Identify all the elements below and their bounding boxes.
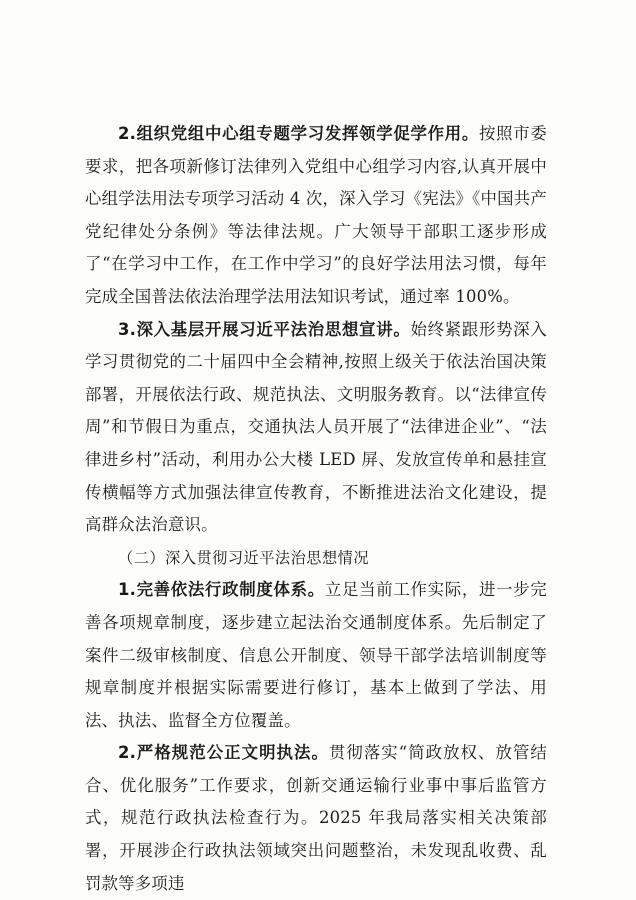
- paragraph-text: 按照市委要求，把各项新修订法律列入党组中心组学习内容,认真开展中心组学法用法专项学习活动 4 次，深入学习《宪法》《中国共产党纪律处分条例》等法律法规。广大领导干部职工逐步形成了“在学习中工作，在工作中学习”的良好学法用法习惯，每年完成全国普法依法治理学法用法知识考试，通过率 100%。: [85, 124, 547, 306]
- paragraph-heading: 1.完善依法行政制度体系。: [118, 580, 325, 600]
- paragraph-heading: 2.组织党组中心组专题学习发挥领学促学作用。: [118, 124, 480, 143]
- paragraph-heading: 2.严格规范公正文明执法。: [118, 743, 329, 763]
- paragraph-law-enforcement: [85, 737, 547, 900]
- paragraph-text: 立足当前工作实际，进一步完善各项规章制度，逐步建立起法治交通制度体系。先后制定了案件二级审核制度、信息公开制度、领导干部学法培训制度等规章制度并根据实际需要进行修订，基本上做到了学法、用法、执法、监督全方位覆盖。: [85, 580, 547, 730]
- paragraph-text: 贯彻落实“简政放权、放管结合、优化服务”工作要求，创新交通运输行业事中事后监管方式，规范行政执法检查行为。2025 年我局落实相关决策部署，开展涉企行政执法领域突出问题整治，未发现乱收费、乱罚款等多项违: [85, 743, 548, 893]
- paragraph-grassroots-lectures: [85, 314, 547, 542]
- paragraph-text: 始终紧跟形势深入学习贯彻党的二十届四中全会精神,按照上级关于依法治国决策部署，开展依法行政、规范执法、文明服务教育。以“法律宣传周”和节假日为重点，交通执法人员开展了“法律进企业”、“法律进乡村”活动，利用办公大楼 LED 屏、发放宣传单和悬挂宣传横幅等方式加强法律宣传教育，不断推进法治文化建设，提高群众法治意识。: [85, 319, 547, 535]
- section-heading: （二）深入贯彻习近平法治思想情况: [118, 548, 369, 567]
- document-body: [85, 118, 547, 900]
- paragraph-heading: 3.深入基层开展习近平法治思想宣讲。: [118, 319, 411, 339]
- paragraph-administrative-system: [85, 574, 547, 737]
- paragraph-party-group-study: [85, 118, 547, 314]
